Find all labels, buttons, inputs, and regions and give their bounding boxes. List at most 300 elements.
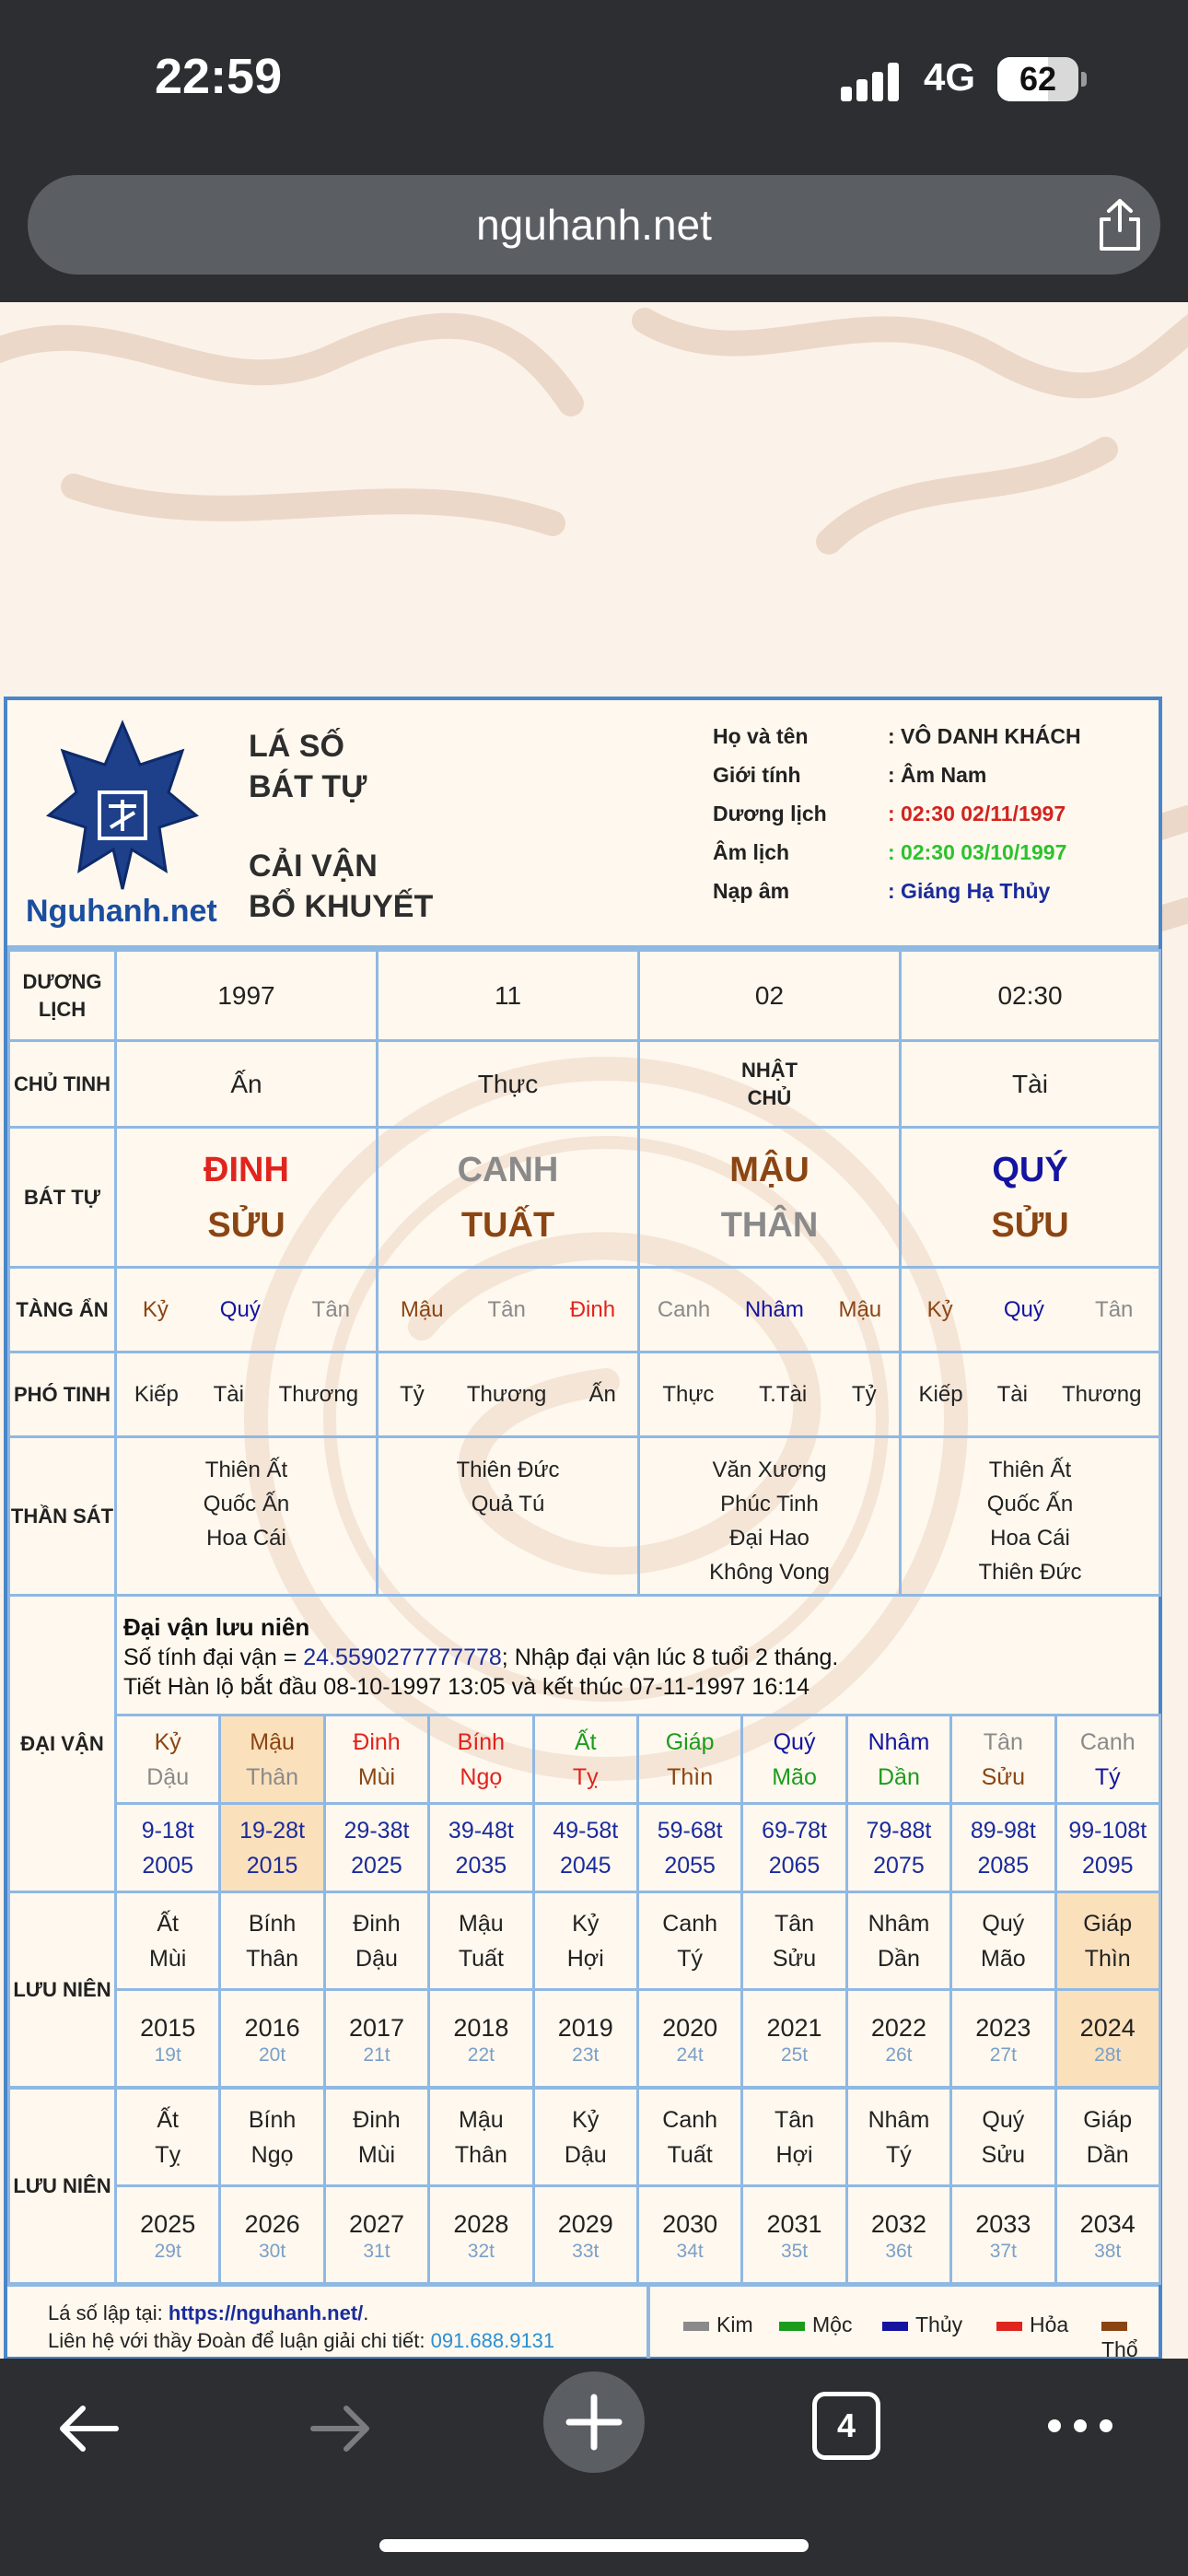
luu-nien-age: 25t bbox=[780, 2043, 809, 2066]
dai-van-canchi bbox=[533, 1715, 637, 1804]
dai-van-canchi bbox=[220, 1715, 324, 1804]
luu-nien-branch: Dậu bbox=[355, 1945, 398, 1972]
luu-nien-age: 23t bbox=[572, 2043, 600, 2066]
secondary-star: Tài bbox=[996, 1381, 1028, 1407]
luu-nien-branch: Thân bbox=[454, 2141, 507, 2168]
luu-nien-branch: Mùi bbox=[357, 2141, 396, 2168]
luu-nien-table-1 bbox=[7, 1891, 1161, 2089]
dai-van-stem: Nhâm bbox=[868, 1728, 930, 1755]
luu-nien-age: 20t bbox=[258, 2043, 286, 2066]
luu-nien-canchi bbox=[429, 1892, 533, 1990]
earthly-branch: SỬU bbox=[207, 1205, 285, 1245]
info-label: Giới tính bbox=[713, 763, 801, 787]
luu-nien-branch: Hợi bbox=[775, 2141, 813, 2168]
status-time: 22:59 bbox=[155, 49, 283, 104]
luu-nien-year-cell bbox=[429, 1990, 533, 2088]
than_sat-cell bbox=[116, 1437, 378, 1596]
dai-van-period bbox=[846, 1804, 950, 1892]
luu-nien-branch: Thân bbox=[246, 1945, 299, 1972]
luu-nien-stem: Đinh bbox=[353, 2106, 401, 2133]
luu-nien-year: 2023 bbox=[975, 2013, 1031, 2042]
dai-van-spacer-row bbox=[9, 1596, 1160, 1715]
luu-nien-branch: Dậu bbox=[564, 2141, 607, 2168]
luu-nien-year-cell bbox=[533, 1990, 637, 2088]
hidden-stems bbox=[640, 1297, 899, 1323]
dai-van-canchi bbox=[429, 1715, 533, 1804]
heavenly-stem: QUÝ bbox=[992, 1150, 1068, 1189]
secondary-stars bbox=[379, 1382, 637, 1408]
luu-nien-year: 2028 bbox=[453, 2209, 509, 2238]
secondary-stars bbox=[902, 1382, 1159, 1408]
luu-nien-year-cell bbox=[637, 2186, 741, 2284]
luu-nien-canchi bbox=[116, 1892, 220, 1990]
element-legend bbox=[646, 2287, 1159, 2359]
hidden-stem: Canh bbox=[657, 1296, 711, 1322]
more-options-icon[interactable] bbox=[1046, 2392, 1114, 2460]
luu-nien-stem: Giáp bbox=[1083, 2106, 1133, 2133]
dai-van-year: 2085 bbox=[977, 1852, 1030, 1879]
url-text[interactable]: nguhanh.net bbox=[476, 201, 712, 249]
row-label-dai-van: ĐẠI VẬN bbox=[9, 1596, 116, 1892]
dai-van-age-row bbox=[9, 1804, 1160, 1892]
luu-nien-age: 29t bbox=[154, 2240, 181, 2262]
bat_tu-cell bbox=[116, 1128, 378, 1268]
luu-nien-year: 2018 bbox=[453, 2013, 509, 2042]
hidden-stem: Quý bbox=[1003, 1296, 1044, 1322]
dai-van-stem: Đinh bbox=[353, 1728, 401, 1755]
info-label: Âm lịch bbox=[713, 840, 790, 864]
dai-van-stem: Quý bbox=[773, 1728, 816, 1755]
dai-van-branch: Dậu bbox=[146, 1763, 190, 1790]
duong_lich-cell: 1997 bbox=[116, 951, 378, 1041]
legend-label: Thổ bbox=[1101, 2337, 1138, 2359]
battery-icon bbox=[997, 57, 1078, 101]
luu-nien-branch: Tý bbox=[886, 2141, 912, 2168]
luu-nien-year-cell bbox=[116, 2186, 220, 2284]
dai-van-header-cell bbox=[116, 1596, 1160, 1715]
tang_an-cell bbox=[639, 1268, 901, 1352]
dai-van-stem: Ất bbox=[574, 1728, 597, 1755]
network-type: 4G bbox=[924, 55, 976, 99]
chu_tinh-cell: NHẬT CHỦ bbox=[639, 1041, 901, 1128]
dai-van-canchi bbox=[637, 1715, 741, 1804]
luu-nien-year-cell bbox=[1055, 1990, 1159, 2088]
luu-nien-year-cell bbox=[951, 1990, 1055, 2088]
luu-nien-stem: Giáp bbox=[1083, 1910, 1133, 1937]
chart-header bbox=[7, 700, 1159, 949]
luu-nien-stem: Kỷ bbox=[572, 1910, 600, 1937]
dai-van-stem: Canh bbox=[1079, 1728, 1136, 1755]
chart-footer bbox=[7, 2283, 1159, 2359]
luu-nien-year-cell bbox=[951, 2186, 1055, 2284]
dai-van-branch: Ngọ bbox=[460, 1763, 503, 1790]
pho_tinh-cell bbox=[901, 1352, 1160, 1437]
legend-item bbox=[1101, 2313, 1159, 2359]
luu-nien-canchi bbox=[1055, 1892, 1159, 1990]
legend-item bbox=[779, 2313, 852, 2337]
spirit-star: Phúc Tinh bbox=[720, 1492, 819, 1516]
chu_tinh-cell: Ấn bbox=[116, 1041, 378, 1128]
bat_tu-cell bbox=[378, 1128, 639, 1268]
luu-nien-branch: Tuất bbox=[458, 1945, 504, 1972]
luu-nien-age: 27t bbox=[989, 2043, 1017, 2066]
legend-item bbox=[882, 2313, 962, 2337]
hidden-stem: Tân bbox=[1095, 1296, 1134, 1322]
dai-van-line1-suffix: ; Nhập đại vận lúc 8 tuổi 2 tháng. bbox=[501, 1645, 839, 1670]
footer-phone[interactable]: 091.688.9131 bbox=[430, 2329, 555, 2352]
chart-subtitle-line2: BỔ KHUYẾT bbox=[249, 889, 434, 924]
dai-van-line2: Tiết Hàn lộ bắt đầu 08-10-1997 13:05 và kết thúc 07-11-1997 16:14 bbox=[123, 1674, 809, 1700]
luu-nien-year: 2015 bbox=[140, 2013, 196, 2042]
dai-van-age: 9-18t bbox=[141, 1817, 194, 1844]
luu-nien-year-row bbox=[9, 1990, 1160, 2088]
address-bar[interactable] bbox=[28, 175, 1160, 275]
luu-nien-stem: Ất bbox=[157, 2106, 179, 2133]
luu-nien-stem: Tân bbox=[774, 2106, 815, 2133]
spirit-star: Quả Tú bbox=[471, 1492, 545, 1516]
footer-text bbox=[48, 2300, 554, 2355]
luu-nien-stem: Mậu bbox=[459, 2106, 504, 2133]
luu-nien-stem: Mậu bbox=[459, 1910, 504, 1937]
hidden-stem: Mậu bbox=[838, 1296, 882, 1322]
pho_tinh-cell bbox=[116, 1352, 378, 1437]
battery-tip bbox=[1081, 72, 1087, 87]
spirit-star: Thiên Ất bbox=[988, 1458, 1072, 1482]
duong_lich-cell: 11 bbox=[378, 951, 639, 1041]
luu-nien-year-cell bbox=[324, 2186, 428, 2284]
luu-nien-stem: Quý bbox=[982, 1910, 1025, 1937]
footer-line1-prefix: Lá số lập tại: bbox=[48, 2301, 169, 2324]
luu-nien-year-cell bbox=[637, 1990, 741, 2088]
spirit-star: Quốc Ấn bbox=[203, 1492, 290, 1516]
tang_an-cell bbox=[116, 1268, 378, 1352]
dai-van-number: 24.5590277777778 bbox=[303, 1645, 502, 1670]
pho_tinh-cell bbox=[639, 1352, 901, 1437]
dai-van-age: 89-98t bbox=[970, 1817, 1036, 1844]
row-label-bat_tu: BÁT TỰ bbox=[9, 1128, 116, 1268]
luu-nien-branch: Thìn bbox=[1084, 1945, 1131, 1972]
info-value: : Giáng Hạ Thủy bbox=[888, 879, 1051, 903]
footer-line2-prefix: Liên hệ với thầy Đoàn để luận giải chi tiết: bbox=[48, 2329, 431, 2352]
chart-subtitle-line1: CẢI VẬN bbox=[249, 849, 378, 884]
row-label-chu_tinh: CHỦ TINH bbox=[9, 1041, 116, 1128]
dai-van-stem: Kỷ bbox=[154, 1728, 181, 1755]
home-indicator bbox=[379, 2539, 809, 2552]
luu-nien-age: 30t bbox=[258, 2240, 286, 2262]
row-tang_an bbox=[9, 1268, 1160, 1352]
legend-item bbox=[683, 2313, 753, 2337]
row-than_sat bbox=[9, 1437, 1160, 1596]
chart-title-line2: BÁT TỰ bbox=[249, 769, 367, 804]
luu-nien-year: 2027 bbox=[348, 2209, 405, 2238]
cellular-signal-icon bbox=[841, 61, 905, 101]
dai-van-year: 2095 bbox=[1081, 1852, 1134, 1879]
luu-nien-canchi bbox=[533, 2089, 637, 2186]
dai-van-canchi bbox=[1055, 1715, 1159, 1804]
back-arrow-icon[interactable] bbox=[52, 2392, 125, 2465]
bat_tu-cell bbox=[639, 1128, 901, 1268]
dai-van-year: 2065 bbox=[768, 1852, 821, 1879]
luu-nien-stem: Canh bbox=[662, 2106, 718, 2133]
dai-van-period bbox=[220, 1804, 324, 1892]
earthly-branch: TUẤT bbox=[460, 1205, 555, 1245]
secondary-star: Tài bbox=[213, 1381, 244, 1407]
dai-van-period bbox=[324, 1804, 428, 1892]
hidden-stem: Đinh bbox=[569, 1296, 616, 1322]
dai-van-branch: Mùi bbox=[357, 1763, 396, 1790]
luu-nien-year-cell bbox=[1055, 2186, 1159, 2284]
spirit-star: Quốc Ấn bbox=[986, 1492, 1074, 1516]
legend-label: Hỏa bbox=[1030, 2313, 1069, 2336]
dai-van-year: 2055 bbox=[664, 1852, 716, 1879]
luu-nien-year-cell bbox=[533, 2186, 637, 2284]
luu-nien-canchi bbox=[324, 1892, 428, 1990]
earthly-branch: SỬU bbox=[991, 1205, 1069, 1245]
dai-van-canchi-row bbox=[9, 1715, 1160, 1804]
luu-nien-age: 31t bbox=[363, 2240, 390, 2262]
dai-van-branch: Dần bbox=[877, 1763, 920, 1790]
pho_tinh-cell bbox=[378, 1352, 639, 1437]
secondary-star: Thương bbox=[466, 1381, 547, 1407]
spirit-star: Hoa Cái bbox=[990, 1526, 1070, 1551]
luu-nien-stem: Nhâm bbox=[868, 2106, 930, 2133]
luu-nien-age: 24t bbox=[676, 2043, 704, 2066]
luu-nien-canchi bbox=[742, 1892, 846, 1990]
luu-nien-branch: Sửu bbox=[772, 1945, 817, 1972]
duong_lich-cell: 02:30 bbox=[901, 951, 1160, 1041]
dai-van-year: 2035 bbox=[455, 1852, 507, 1879]
luu-nien-canchi bbox=[220, 1892, 324, 1990]
dai-van-year: 2015 bbox=[246, 1852, 298, 1879]
dai-van-age: 59-68t bbox=[657, 1817, 723, 1844]
dai-van-age: 49-58t bbox=[553, 1817, 619, 1844]
footer-line1-suffix: . bbox=[363, 2301, 369, 2324]
luu-nien-year-cell bbox=[324, 1990, 428, 2088]
luu-nien-age: 38t bbox=[1094, 2240, 1122, 2262]
luu-nien-branch: Tuất bbox=[667, 2141, 713, 2168]
luu-nien-age: 34t bbox=[676, 2240, 704, 2262]
info-value: : 02:30 03/10/1997 bbox=[888, 840, 1067, 864]
dai-van-age: 39-48t bbox=[448, 1817, 514, 1844]
luu-nien-age: 19t bbox=[154, 2043, 181, 2066]
tabs-count-button[interactable]: 4 bbox=[812, 2392, 880, 2460]
dai-van-branch: Tý bbox=[1094, 1763, 1121, 1790]
status-bar bbox=[0, 0, 1188, 249]
luu-nien-canchi-row bbox=[9, 2089, 1160, 2186]
luu-nien-age: 32t bbox=[467, 2240, 495, 2262]
row-chu_tinh bbox=[9, 1041, 1160, 1128]
info-value: : Âm Nam bbox=[888, 763, 987, 787]
luu-nien-year: 2034 bbox=[1079, 2209, 1136, 2238]
luu-nien-branch: Mùi bbox=[149, 1945, 187, 1972]
hidden-stem: Nhâm bbox=[744, 1296, 804, 1322]
dai-van-stem: Tân bbox=[983, 1728, 1023, 1755]
luu-nien-canchi-row bbox=[9, 1892, 1160, 1990]
luu-nien-year: 2021 bbox=[766, 2013, 822, 2042]
dai-van-period bbox=[533, 1804, 637, 1892]
info-label: Họ và tên bbox=[713, 724, 809, 748]
secondary-star: Thực bbox=[662, 1381, 715, 1407]
dai-van-age: 79-88t bbox=[866, 1817, 932, 1844]
dai-van-stem: Mậu bbox=[250, 1728, 295, 1755]
logo-name[interactable]: Nguhanh.net bbox=[26, 894, 217, 929]
dai-van-canchi bbox=[116, 1715, 220, 1804]
luu-nien-stem: Tân bbox=[774, 1910, 815, 1937]
dai-van-branch: Tỵ bbox=[572, 1763, 599, 1790]
info-label: Nạp âm bbox=[713, 879, 790, 903]
dai-van-branch: Thìn bbox=[667, 1763, 714, 1790]
web-page bbox=[0, 302, 1188, 2359]
luu-nien-canchi bbox=[846, 1892, 950, 1990]
luu-nien-age: 35t bbox=[780, 2240, 809, 2262]
dai-van-year: 2075 bbox=[873, 1852, 925, 1879]
than_sat-cell bbox=[901, 1437, 1160, 1596]
row-label-luu-nien: LƯU NIÊN bbox=[9, 1892, 116, 2088]
luu-nien-stem: Đinh bbox=[353, 1910, 401, 1937]
luu-nien-year: 2025 bbox=[140, 2209, 196, 2238]
luu-nien-year: 2019 bbox=[557, 2013, 613, 2042]
luu-nien-canchi bbox=[637, 2089, 741, 2186]
luu-nien-year-cell bbox=[429, 2186, 533, 2284]
legend-swatch bbox=[996, 2322, 1022, 2331]
row-label-duong_lich: DƯƠNG LỊCH bbox=[9, 951, 116, 1041]
dai-van-table bbox=[7, 1594, 1161, 1893]
luu-nien-stem: Nhâm bbox=[868, 1910, 930, 1937]
luu-nien-stem: Canh bbox=[662, 1910, 718, 1937]
legend-label: Thủy bbox=[915, 2313, 963, 2336]
hidden-stem: Tân bbox=[487, 1296, 526, 1322]
dai-van-branch: Sửu bbox=[981, 1763, 1025, 1790]
spirit-star: Đại Hao bbox=[729, 1526, 809, 1551]
dai-van-age: 69-78t bbox=[762, 1817, 827, 1844]
secondary-star: Tỷ bbox=[851, 1381, 877, 1407]
spirit-star: Văn Xương bbox=[712, 1458, 827, 1482]
dai-van-stem: Giáp bbox=[665, 1728, 715, 1755]
dai-van-branch: Thân bbox=[246, 1763, 299, 1790]
dai-van-period bbox=[951, 1804, 1055, 1892]
luu-nien-branch: Hợi bbox=[566, 1945, 604, 1972]
luu-nien-stem: Bính bbox=[248, 2106, 297, 2133]
legend-label: Kim bbox=[716, 2313, 753, 2336]
luu-nien-age: 36t bbox=[885, 2240, 913, 2262]
info-value: : VÔ DANH KHÁCH bbox=[888, 724, 1081, 748]
dai-van-title: Đại vận lưu niên bbox=[123, 1613, 310, 1641]
info-label: Dương lịch bbox=[713, 802, 827, 825]
dai-van-line1-prefix: Số tính đại vận = bbox=[123, 1645, 304, 1670]
dai-van-canchi bbox=[324, 1715, 428, 1804]
luu-nien-branch: Tỵ bbox=[155, 2141, 181, 2168]
forward-arrow-icon[interactable] bbox=[304, 2392, 378, 2465]
legend-label: Mộc bbox=[812, 2313, 853, 2336]
dai-van-period bbox=[742, 1804, 846, 1892]
luu-nien-year: 2029 bbox=[557, 2209, 613, 2238]
earthly-branch: THÂN bbox=[720, 1205, 819, 1245]
secondary-star: Kiếp bbox=[134, 1381, 179, 1407]
hidden-stem: Mậu bbox=[400, 1296, 444, 1322]
luu-nien-stem: Kỷ bbox=[572, 2106, 600, 2133]
than_sat-cell bbox=[639, 1437, 901, 1596]
duong_lich-cell: 02 bbox=[639, 951, 901, 1041]
luu-nien-year-cell bbox=[742, 2186, 846, 2284]
dai-van-stem: Bính bbox=[457, 1728, 506, 1755]
luu-nien-year: 2024 bbox=[1079, 2013, 1136, 2042]
new-tab-plus-icon[interactable] bbox=[543, 2371, 645, 2473]
luu-nien-year-row bbox=[9, 2186, 1160, 2284]
luu-nien-year-cell bbox=[220, 2186, 324, 2284]
bat-tu-chart bbox=[4, 697, 1162, 2359]
luu-nien-age: 33t bbox=[572, 2240, 600, 2262]
luu-nien-year: 2017 bbox=[348, 2013, 405, 2042]
bat_tu-cell bbox=[901, 1128, 1160, 1268]
than_sat-cell bbox=[378, 1437, 639, 1596]
spirit-star: Không Vong bbox=[709, 1560, 830, 1585]
dai-van-age: 99-108t bbox=[1068, 1817, 1147, 1844]
secondary-stars bbox=[117, 1382, 376, 1408]
heavenly-stem: ĐINH bbox=[204, 1150, 289, 1189]
luu-nien-age: 22t bbox=[467, 2043, 495, 2066]
luu-nien-age: 28t bbox=[1094, 2043, 1122, 2066]
luu-nien-canchi bbox=[637, 1892, 741, 1990]
luu-nien-branch: Dần bbox=[877, 1945, 920, 1972]
dai-van-canchi bbox=[742, 1715, 846, 1804]
luu-nien-branch: Mão bbox=[981, 1945, 1026, 1972]
secondary-stars bbox=[640, 1382, 899, 1408]
dai-van-branch: Mão bbox=[772, 1763, 817, 1790]
secondary-star: Thương bbox=[278, 1381, 359, 1407]
luu-nien-canchi bbox=[951, 1892, 1055, 1990]
chu_tinh-cell: Thực bbox=[378, 1041, 639, 1128]
dai-van-period bbox=[116, 1804, 220, 1892]
heavenly-stem: MẬU bbox=[729, 1150, 809, 1189]
dai-van-year: 2045 bbox=[559, 1852, 611, 1879]
luu-nien-year: 2022 bbox=[870, 2013, 926, 2042]
dai-van-year: 2005 bbox=[142, 1852, 193, 1879]
legend-item bbox=[996, 2313, 1068, 2337]
luu-nien-table-2 bbox=[7, 2087, 1161, 2285]
row-duong_lich bbox=[9, 951, 1160, 1041]
tang_an-cell bbox=[901, 1268, 1160, 1352]
hidden-stems bbox=[902, 1297, 1159, 1323]
luu-nien-canchi bbox=[951, 2089, 1055, 2186]
luu-nien-canchi bbox=[220, 2089, 324, 2186]
heavenly-stem: CANH bbox=[457, 1150, 559, 1189]
battery-level: 62 bbox=[1019, 60, 1057, 98]
row-pho_tinh bbox=[9, 1352, 1160, 1437]
share-icon[interactable] bbox=[1094, 197, 1146, 252]
spirit-star: Hoa Cái bbox=[206, 1526, 286, 1551]
luu-nien-canchi bbox=[846, 2089, 950, 2186]
luu-nien-age: 37t bbox=[989, 2240, 1017, 2262]
luu-nien-canchi bbox=[116, 2089, 220, 2186]
footer-link[interactable]: https://nguhanh.net/ bbox=[168, 2301, 364, 2324]
legend-swatch bbox=[779, 2322, 805, 2331]
luu-nien-year: 2020 bbox=[662, 2013, 718, 2042]
luu-nien-canchi bbox=[324, 2089, 428, 2186]
pillars-table bbox=[7, 949, 1161, 1597]
secondary-star: Thương bbox=[1061, 1381, 1142, 1407]
spirit-star: Thiên Đức bbox=[456, 1458, 560, 1482]
chu_tinh-cell: Tài bbox=[901, 1041, 1160, 1128]
luu-nien-canchi bbox=[429, 2089, 533, 2186]
hidden-stem: Kỷ bbox=[926, 1296, 953, 1322]
luu-nien-year: 2026 bbox=[244, 2209, 300, 2238]
row-label-luu-nien: LƯU NIÊN bbox=[9, 2089, 116, 2284]
dai-van-canchi bbox=[951, 1715, 1055, 1804]
luu-nien-year-cell bbox=[220, 1990, 324, 2088]
luu-nien-stem: Bính bbox=[248, 1910, 297, 1937]
dai-van-canchi bbox=[846, 1715, 950, 1804]
luu-nien-stem: Ất bbox=[157, 1910, 179, 1937]
